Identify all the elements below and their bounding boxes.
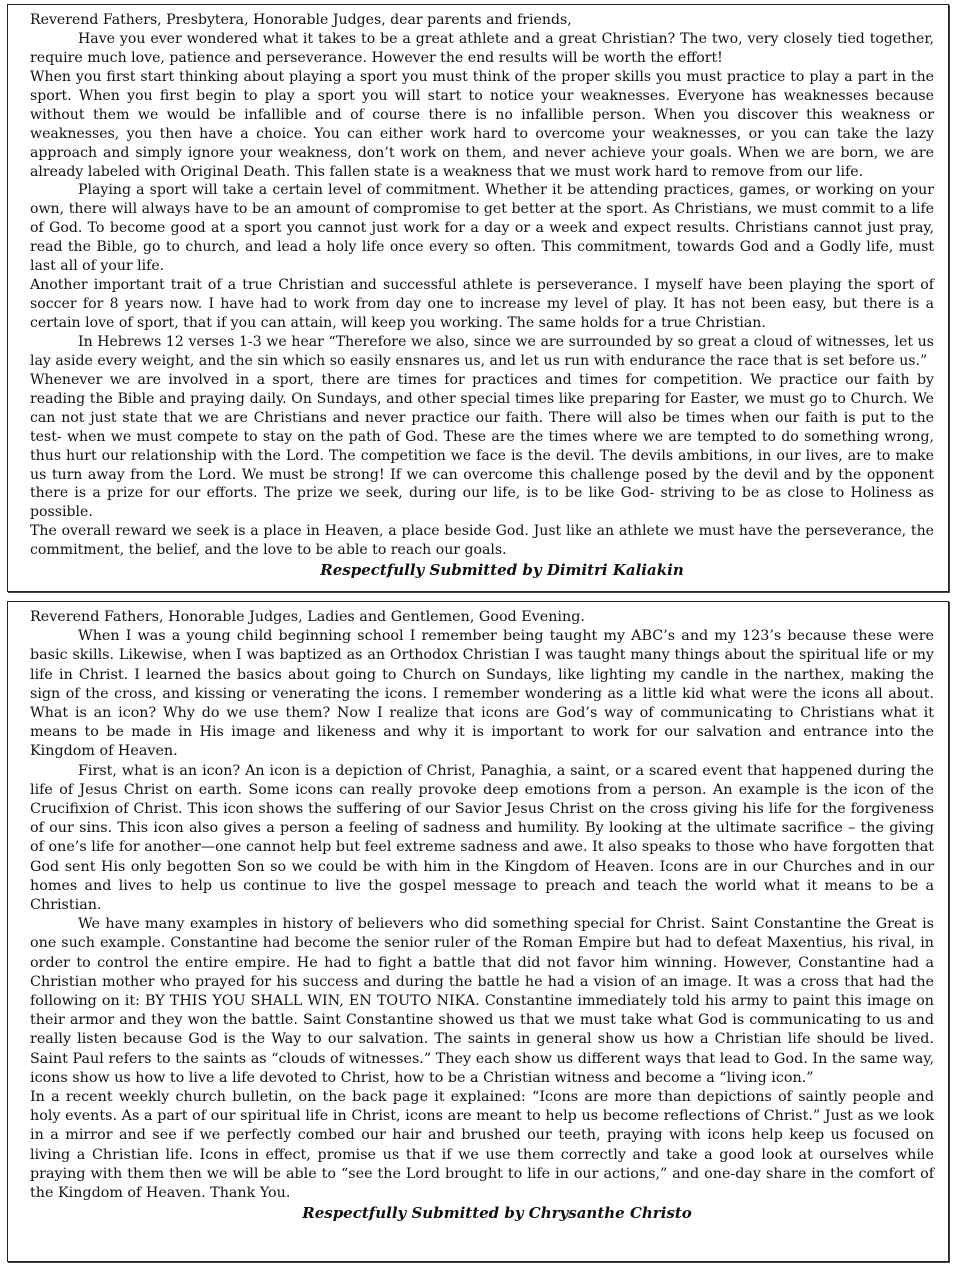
paragraph: When you first start thinking about playing a sport you must think of the proper skills you must practice to play a part in the sport. When you first begin to play a sport you will start to notice your weaknesses. Everyone has weaknesses because without them we would be infallible and of course there is no infallible person. When you discover this weakness or weaknesses, you then have a choice. You can either work hard to overcome your weaknesses, or you can take the lazy approach and simply ignore your weakness, don’t work on them, and never achieve your goals. When we are born, we are already labeled with Original Death. This fallen state is a weakness that we must work hard to remove from our life. — [30, 68, 934, 180]
signature: Respectfully Submitted by Dimitri Kaliakin — [320, 561, 684, 580]
essay-box-christo — [7, 601, 949, 1262]
salutation: Reverend Fathers, Honorable Judges, Ladies and Gentlemen, Good Evening. — [30, 609, 585, 625]
essay-box-kaliakin — [7, 4, 949, 592]
salutation: Reverend Fathers, Presbytera, Honorable Judges, dear parents and friends, — [30, 12, 572, 28]
paragraph: First, what is an icon? An icon is a depiction of Christ, Panaghia, a saint, or a scared event that happened during the life of Jesus Christ on earth. Some icons can really provoke deep emotions from a person. An example is the icon of the Crucifixion of Christ. This icon shows the suffering of our Savior Jesus Christ on the cross giving his life for the forgiveness of our sins. This icon also gives a person a feeling of sadness and humility. By looking at the ultimate sacrifice – the giving of one’s life for another—one cannot help but feel extreme sadness and awe. It also speaks to those who have forgotten that God sent His only begotten Son so we could be with him in the Kingdom of Heaven. Icons are in our Churches and in our homes and lives to help us continue to live the gospel message to preach and teach the world what it means to be a Christian. — [30, 762, 934, 914]
paragraph: Whenever we are involved in a sport, there are times for practices and times for competition. We practice our faith by reading the Bible and praying daily. On Sundays, and other special times like preparing for Easter, we must go to Church. We can not just state that we are Christians and never practice our faith. There will also be times when our faith is put to the test- when we must compete to stay on the path of God. These are the times where we are tempted to do something wrong, thus hurt our relationship with the Lord. The competition we face is the devil. The devils ambitions, in our lives, are to make us turn away from the Lord. We must be strong! If we can overcome this challenge posed by the devil and by the opponent there is a prize for our efforts. The prize we seek, during our life, is to be like God- striving to be as close to Holiness as possible. — [30, 371, 934, 521]
scripture-quote-paragraph: In Hebrews 12 verses 1-3 we hear “Therefore we also, since we are surrounded by so great a cloud of witnesses, let us lay aside every weight, and the sin which so easily ensnares us, and let us run with endurance the race that is set before us.” — [30, 333, 934, 369]
paragraph: When I was a young child beginning school I remember being taught my ABC’s and my 123’s because these were basic skills. Likewise, when I was baptized as an Orthodox Christian I was taught many things about the spiritual life or my life in Christ. I learned the basics about going to Church on Sundays, like lighting my candle in the narthex, making the sign of the cross, and kissing or venerating the icons. I remember wondering as a little kid what were the icons all about. What is an icon? Why do we use them? Now I realize that icons are God’s way of communicating to Christians what it means to be made in His image and likeness and why it is important to work for our salvation and entrance into the Kingdom of Heaven. — [30, 628, 934, 760]
paragraph: Playing a sport will take a certain level of commitment. Whether it be attending practices, games, or working on your own, there will always have to be an amount of compromise to get better at the sport. As Christians, we must commit to a life of God. To become good at a sport you cannot just work for a day or a week and expect results. Christians cannot just pray, read the Bible, go to church, and lead a holy life once every so often. This commitment, towards God and a Godly life, must last all of your life. — [30, 182, 934, 275]
paragraph: Have you ever wondered what it takes to be a great athlete and a great Christian? The two, very closely tied together, require much love, patience and perseverance. However the end results will be worth the effort! — [30, 30, 934, 66]
paragraph: The overall reward we seek is a place in Heaven, a place beside God. Just like an athlete we must have the perseverance, the commitment, the belief, and the love to be able to reach our goals. — [30, 523, 934, 559]
paragraph: Another important trait of a true Christian and successful athlete is perseverance. I myself have been playing the sport of soccer for 8 years now. I have had to work from day one to increase my level of play. It has not been easy, but there is a certain love of sport, that if you can attain, will keep you working. The same holds for a true Christian. — [30, 277, 934, 331]
signature: Respectfully Submitted by Chrysanthe Christo — [302, 1204, 692, 1223]
paragraph: In a recent weekly church bulletin, on the back page it explained: “Icons are more than depictions of saintly people and holy events. As a part of our spiritual life in Christ, icons are meant to help us become reflections of Christ.” Just as we look in a mirror and see if we perfectly combed our hair and brushed our teeth, praying with icons help keep us focused on living a Christian life. Icons in effect, promise us that if we use them correctly and take a good look at ourselves while praying with them then we will be able to “see the Lord brought to life in our actions,” and one-day share in the comfort of the Kingdom of Heaven. Thank You. — [30, 1089, 934, 1202]
paragraph: We have many examples in history of believers who did something special for Christ. Saint Constantine the Great is one such example. Constantine had become the senior ruler of the Roman Empire but had to defeat Maxentius, his rival, in order to control the entire empire. He had to fight a battle that did not favor him winning. However, Constantine had a Christian mother who prayed for his success and during the battle he had a vision of an image. It was a cross that had the following on it: BY THIS YOU SHALL WIN, EN TOUTO NIKA. Constantine immediately told his army to paint this image on their armor and they won the battle. Saint Constantine showed us that we must take what God is communicating to us and really listen because God is the Way to our salvation. The saints in general show us how a Christian life should be lived. Saint Paul refers to the saints as “clouds of witnesses.” They each show us different ways that lead to God. In the same way, icons show us how to live a life devoted to Christ, how to be a Christian witness and become a “living icon.” — [30, 916, 934, 1086]
